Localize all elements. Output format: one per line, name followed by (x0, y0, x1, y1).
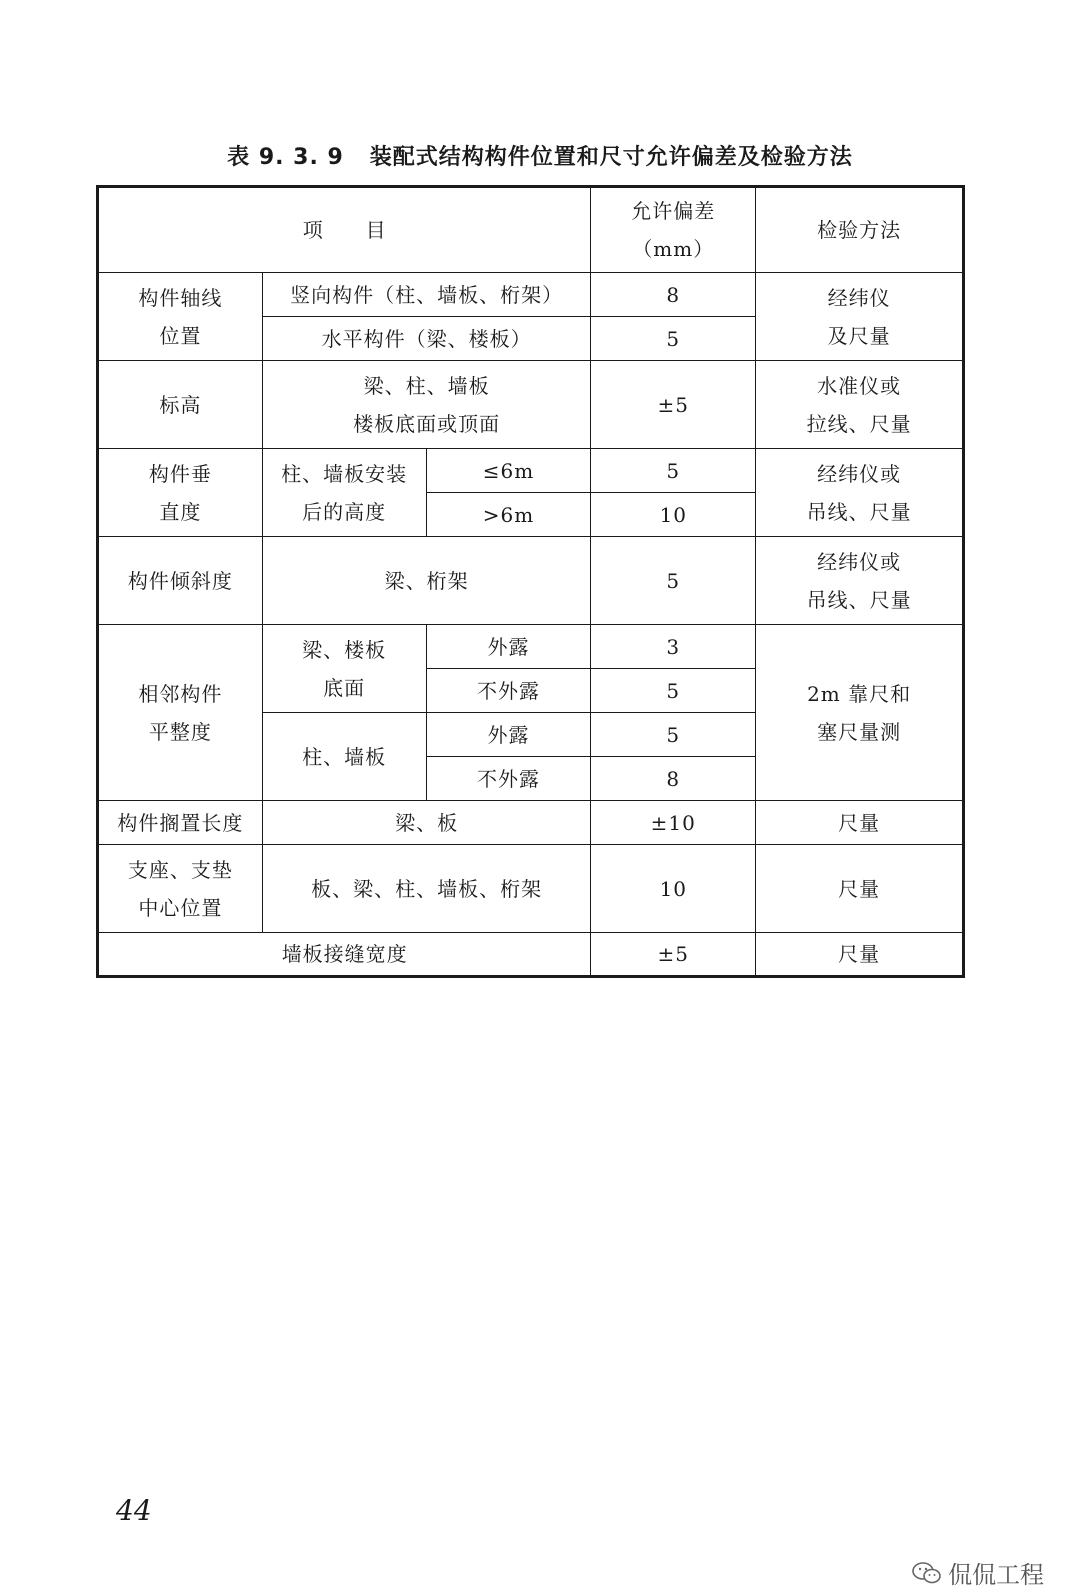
incl-label: 构件倾斜度 (98, 537, 263, 625)
flat-method-1: 2m 靠尺和 (807, 681, 912, 706)
support-label-1: 支座、支垫 (127, 857, 233, 882)
watermark (912, 1555, 1044, 1590)
incl-method-2: 吊线、尺量 (806, 587, 912, 612)
table-caption: 装配式结构构件位置和尺寸允许偏差及检验方法 (369, 145, 853, 170)
vert-method (756, 449, 964, 537)
table-row (98, 537, 964, 625)
incl-method (756, 537, 964, 625)
joint-tol: ±5 (591, 933, 756, 977)
vert-method-1: 经纬仪或 (817, 461, 902, 486)
vert-label-1: 构件垂 (148, 461, 212, 486)
joint-method: 尺量 (756, 933, 964, 977)
support-item: 板、梁、柱、墙板、桁架 (262, 845, 591, 933)
elev-item-1: 梁、柱、墙板 (363, 373, 490, 398)
table-title (0, 140, 1080, 171)
vert-item-1: 柱、墙板安装 (281, 461, 408, 486)
bearing-len-item: 梁、板 (262, 801, 591, 845)
support-label-2: 中心位置 (138, 895, 223, 920)
elev-item-2: 楼板底面或顶面 (353, 411, 501, 436)
flat-method (756, 625, 964, 801)
header-tolerance (591, 187, 756, 273)
incl-tol: 5 (591, 537, 756, 625)
joint-label: 墙板接缝宽度 (98, 933, 591, 977)
table-header-row (98, 187, 964, 273)
flat-g2-tol-1: 5 (591, 713, 756, 757)
flat-g1-sub-2: 不外露 (426, 669, 591, 713)
vert-label-2: 直度 (159, 499, 202, 524)
flat-group-1-line2: 底面 (323, 675, 366, 700)
table-row (98, 845, 964, 933)
elev-method-1: 水准仪或 (817, 373, 902, 398)
support-tol: 10 (591, 845, 756, 933)
page-number: 44 (116, 1494, 152, 1527)
axis-vertical-item: 竖向构件（柱、墙板、桁架） (262, 273, 591, 317)
watermark-text: 侃侃工程 (948, 1561, 1044, 1589)
header-item: 项 目 (98, 187, 591, 273)
axis-method-1: 经纬仪 (827, 285, 891, 310)
axis-method-2: 及尺量 (827, 323, 891, 348)
header-method: 检验方法 (756, 187, 964, 273)
bearing-len-tol: ±10 (591, 801, 756, 845)
flat-g2-tol-2: 8 (591, 757, 756, 801)
flat-g2-sub-2: 不外露 (426, 757, 591, 801)
flat-g1-sub-1: 外露 (426, 625, 591, 669)
table-number: 表 9. 3. 9 (227, 145, 344, 170)
flat-group-1 (262, 625, 426, 713)
axis-label (98, 273, 263, 361)
table-row (98, 273, 964, 317)
axis-method (756, 273, 964, 361)
bearing-len-label: 构件搁置长度 (98, 801, 263, 845)
elev-label: 标高 (98, 361, 263, 449)
flat-g2-sub-1: 外露 (426, 713, 591, 757)
elev-method (756, 361, 964, 449)
flat-method-2: 塞尺量测 (817, 719, 902, 744)
header-tol-line2: （mm） (632, 237, 715, 261)
vert-label (98, 449, 263, 537)
support-method: 尺量 (756, 845, 964, 933)
wechat-icon (912, 1561, 942, 1585)
vert-sub-1: ≤6m (426, 449, 591, 493)
axis-vertical-tol: 8 (591, 273, 756, 317)
vert-item (262, 449, 426, 537)
elev-tol: ±5 (591, 361, 756, 449)
axis-label-1: 构件轴线 (138, 285, 223, 310)
table-row (98, 625, 964, 669)
vert-tol-2: 10 (591, 493, 756, 537)
header-tol-line1: 允许偏差 (631, 199, 716, 223)
support-label (98, 845, 263, 933)
flat-group-1-line1: 梁、楼板 (302, 637, 387, 662)
flat-label (98, 625, 263, 801)
table-row (98, 801, 964, 845)
vert-sub-2: >6m (426, 493, 591, 537)
vert-method-2: 吊线、尺量 (806, 499, 912, 524)
vert-tol-1: 5 (591, 449, 756, 493)
flat-label-1: 相邻构件 (138, 681, 223, 706)
flat-label-2: 平整度 (148, 719, 212, 744)
bearing-len-method: 尺量 (756, 801, 964, 845)
elev-method-2: 拉线、尺量 (806, 411, 912, 436)
flat-g1-tol-1: 3 (591, 625, 756, 669)
table-row (98, 449, 964, 493)
tolerance-table (96, 185, 965, 978)
flat-group-2: 柱、墙板 (262, 713, 426, 801)
table-row (98, 933, 964, 977)
incl-item: 梁、桁架 (262, 537, 591, 625)
incl-method-1: 经纬仪或 (817, 549, 902, 574)
vert-item-2: 后的高度 (302, 499, 387, 524)
axis-horizontal-item: 水平构件（梁、楼板） (262, 317, 591, 361)
axis-label-2: 位置 (159, 323, 202, 348)
flat-g1-tol-2: 5 (591, 669, 756, 713)
elev-item (262, 361, 591, 449)
table-row (98, 361, 964, 449)
axis-horizontal-tol: 5 (591, 317, 756, 361)
